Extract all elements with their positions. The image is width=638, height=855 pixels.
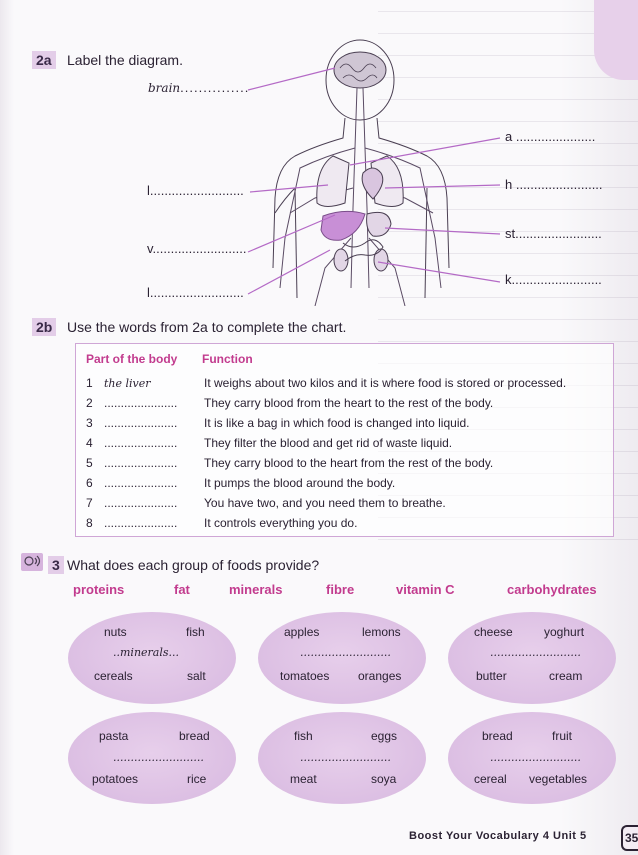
group-1-answer[interactable]: ..minerals...: [113, 646, 180, 659]
answer-text: minerals: [120, 646, 169, 659]
answer-text: the liver: [104, 377, 151, 390]
exercise-2a-number: 2a: [32, 51, 56, 69]
label-a[interactable]: a ......................: [505, 129, 596, 144]
chart-row: [76, 416, 613, 435]
chart-row: [76, 476, 613, 495]
food-word: fish: [294, 729, 313, 743]
row-function: It is like a bag in which food is changed into liquid.: [204, 416, 470, 430]
body-parts-chart: [75, 343, 614, 537]
food-word: apples: [284, 625, 320, 639]
food-word: eggs: [371, 729, 398, 743]
label-brain: [148, 80, 249, 95]
food-word: salt: [187, 669, 206, 683]
food-word: cereals: [94, 669, 133, 683]
food-word: butter: [476, 669, 507, 683]
food-word: nuts: [104, 625, 127, 639]
food-word: oranges: [358, 669, 402, 683]
speaking-icon: [21, 553, 43, 571]
food-word: meat: [290, 772, 317, 786]
option-minerals: minerals: [229, 582, 283, 597]
group-4-answer[interactable]: ..........................: [113, 751, 204, 764]
label-st[interactable]: st........................: [505, 226, 602, 241]
answer-blank[interactable]: ......................: [104, 416, 178, 430]
row-function: They filter the blood and get rid of waste liquid.: [204, 436, 453, 450]
answer-brain: brain: [148, 81, 181, 95]
row-number: 5: [86, 456, 93, 470]
group-5-answer[interactable]: ..........................: [300, 751, 391, 764]
exercise-2b-number: 2b: [32, 318, 56, 336]
option-vitamin-c: vitamin C: [396, 582, 455, 597]
food-word: fruit: [552, 729, 573, 743]
answer-blank[interactable]: ......................: [104, 456, 178, 470]
row-number: 2: [86, 396, 93, 410]
food-word: bread: [482, 729, 513, 743]
chart-row: [76, 516, 613, 535]
row-answer: [104, 376, 188, 390]
row-number: 1: [86, 376, 93, 390]
row-number: 3: [86, 416, 93, 430]
label-k[interactable]: k.........................: [505, 272, 602, 287]
label-h[interactable]: h ........................: [505, 177, 603, 192]
food-word: fish: [186, 625, 205, 639]
food-word: lemons: [362, 625, 401, 639]
label-l-upper[interactable]: l..........................: [147, 183, 244, 198]
chart-row: [76, 496, 613, 515]
row-function: It weighs about two kilos and it is where food is stored or processed.: [204, 376, 567, 390]
row-function: It controls everything you do.: [204, 516, 358, 530]
row-number: 4: [86, 436, 93, 450]
label-v[interactable]: v..........................: [147, 241, 247, 256]
food-word: pasta: [99, 729, 129, 743]
answer-blank[interactable]: ......................: [104, 396, 178, 410]
answer-blank[interactable]: ......................: [104, 476, 178, 490]
answer-blank[interactable]: ......................: [104, 496, 178, 510]
row-number: 6: [86, 476, 93, 490]
food-word: potatoes: [92, 772, 139, 786]
column-header-part: Part of the body: [86, 352, 178, 366]
answer-blank[interactable]: ......................: [104, 436, 178, 450]
food-word: cereal: [474, 772, 507, 786]
row-number: 8: [86, 516, 93, 530]
food-word: cream: [549, 669, 583, 683]
answer-blank[interactable]: ......................: [104, 516, 178, 530]
footer-title: Boost Your Vocabulary 4 Unit 5: [409, 830, 587, 842]
food-word: vegetables: [529, 772, 588, 786]
row-function: They carry blood to the heart from the rest of the body.: [204, 456, 494, 470]
option-fat: fat: [174, 582, 190, 597]
exercise-2a-question: Label the diagram.: [67, 52, 183, 68]
label-brain-dots[interactable]: ...............: [180, 80, 250, 95]
group-6-answer[interactable]: ..........................: [490, 751, 581, 764]
food-word: yoghurt: [544, 625, 585, 639]
option-fibre: fibre: [326, 582, 355, 597]
row-function: They carry blood from the heart to the rest of the body.: [204, 396, 494, 410]
column-header-function: Function: [202, 352, 253, 366]
chart-row: [76, 396, 613, 415]
exercise-2b-question: Use the words from 2a to complete the chart.: [67, 319, 347, 335]
option-proteins: proteins: [73, 582, 125, 597]
food-word: rice: [187, 772, 207, 786]
label-l-lower[interactable]: l..........................: [147, 285, 244, 300]
chart-row: [76, 376, 613, 395]
row-function: It pumps the blood around the body.: [204, 476, 396, 490]
food-word: bread: [179, 729, 210, 743]
group-3-answer[interactable]: ..........................: [490, 646, 581, 659]
row-function: You have two, and you need them to breathe.: [204, 496, 446, 510]
option-carbohydrates: carbohydrates: [507, 582, 597, 597]
exercise-3-question: What does each group of foods provide?: [67, 557, 320, 573]
group-2-answer[interactable]: ..........................: [300, 646, 391, 659]
food-word: cheese: [474, 625, 513, 639]
row-number: 7: [86, 496, 93, 510]
chart-row: [76, 436, 613, 455]
chart-row: [76, 456, 613, 475]
page-number: 35: [621, 825, 638, 851]
exercise-3-number: 3: [48, 556, 64, 574]
food-word: soya: [371, 772, 397, 786]
food-word: tomatoes: [280, 669, 330, 683]
